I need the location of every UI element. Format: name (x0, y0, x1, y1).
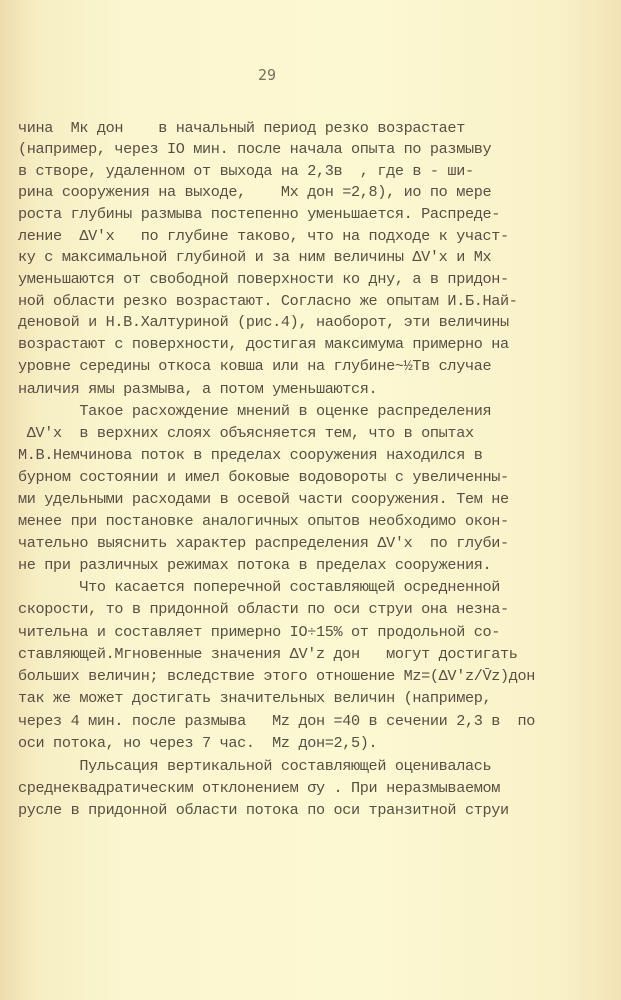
text-line: деновой и Н.В.Халтуриной (рис.4), наоборот, эти величины (18, 313, 509, 331)
text-line: возрастают с поверхности, достигая максимума примерно на (18, 335, 509, 353)
text-line: в створе, удаленном от выхода на 2,3в , где в - ши- (18, 162, 474, 180)
text-line: оси потока, но через 7 час. Mz дон=2,5). (18, 734, 378, 752)
text-line: чина Mк дон в начальный период резко возрастает (18, 119, 465, 137)
text-line: ной области резко возрастают. Согласно же опытам И.Б.Най- (18, 292, 518, 310)
text-line: ление ΔV'x по глубине таково, что на подходе к участ- (18, 227, 509, 245)
text-line: менее при постановке аналогичных опытов необходимо окон- (18, 512, 509, 530)
text-line: среднеквадратическим отклонением σy . При неразмываемом (18, 779, 501, 797)
text-line: скорости, то в придонной области по оси струи она незна- (18, 600, 509, 618)
text-line: бурном состоянии и имел боковые водовороты с увеличенны- (18, 468, 509, 486)
text-line: больших величин; вследствие этого отношение Mz=(ΔV'z/V̄z)дон (18, 667, 536, 685)
text-line: рина сооружения на выходе, Mх дон =2,8), ио по мере (18, 183, 492, 201)
text-line: роста глубины размыва постепенно уменьшается. Распреде- (18, 205, 501, 223)
page-number: 29 (258, 66, 277, 84)
text-line: ми удельными расходами в осевой части сооружения. Тем не (18, 490, 509, 508)
text-line: через 4 мин. после размыва Mz дон =40 в сечении 2,3 в по (18, 712, 536, 730)
text-line: (например, через IO мин. после начала опыта по размыву (18, 140, 492, 158)
text-line: Такое расхождение мнений в оценке распределения (18, 402, 492, 420)
text-line: так же может достигать значительных величин (например, (18, 689, 492, 707)
text-line: чительна и составляет примерно IO÷15% от продольной со- (18, 623, 501, 641)
text-line: Что касается поперечной составляющей осредненной (18, 578, 501, 596)
text-line: М.В.Немчинова поток в пределах сооружения находился в (18, 446, 483, 464)
text-line: наличия ямы размыва, а потом уменьшаются. (18, 380, 378, 398)
text-line: ку с максимальной глубиной и за ним величины ΔV'x и Mх (18, 248, 492, 266)
text-line: уровне середины откоса ковша или на глубине~½Тв случае (18, 357, 492, 375)
text-line: не при различных режимах потока в пределах сооружения. (18, 556, 492, 574)
text-line: чательно выяснить характер распределения ΔV'x по глуби- (18, 534, 509, 552)
text-line: уменьшаются от свободной поверхности ко дну, а в придон- (18, 270, 509, 288)
text-line: ставляющей.Мгновенные значения ΔV'z дон могут достигать (18, 645, 518, 663)
text-line: Пульсация вертикальной составляющей оценивалась (18, 757, 492, 775)
text-line: ΔV'x в верхних слоях объясняется тем, что в опытах (18, 424, 474, 442)
text-line: русле в придонной области потока по оси транзитной струи (18, 801, 509, 819)
